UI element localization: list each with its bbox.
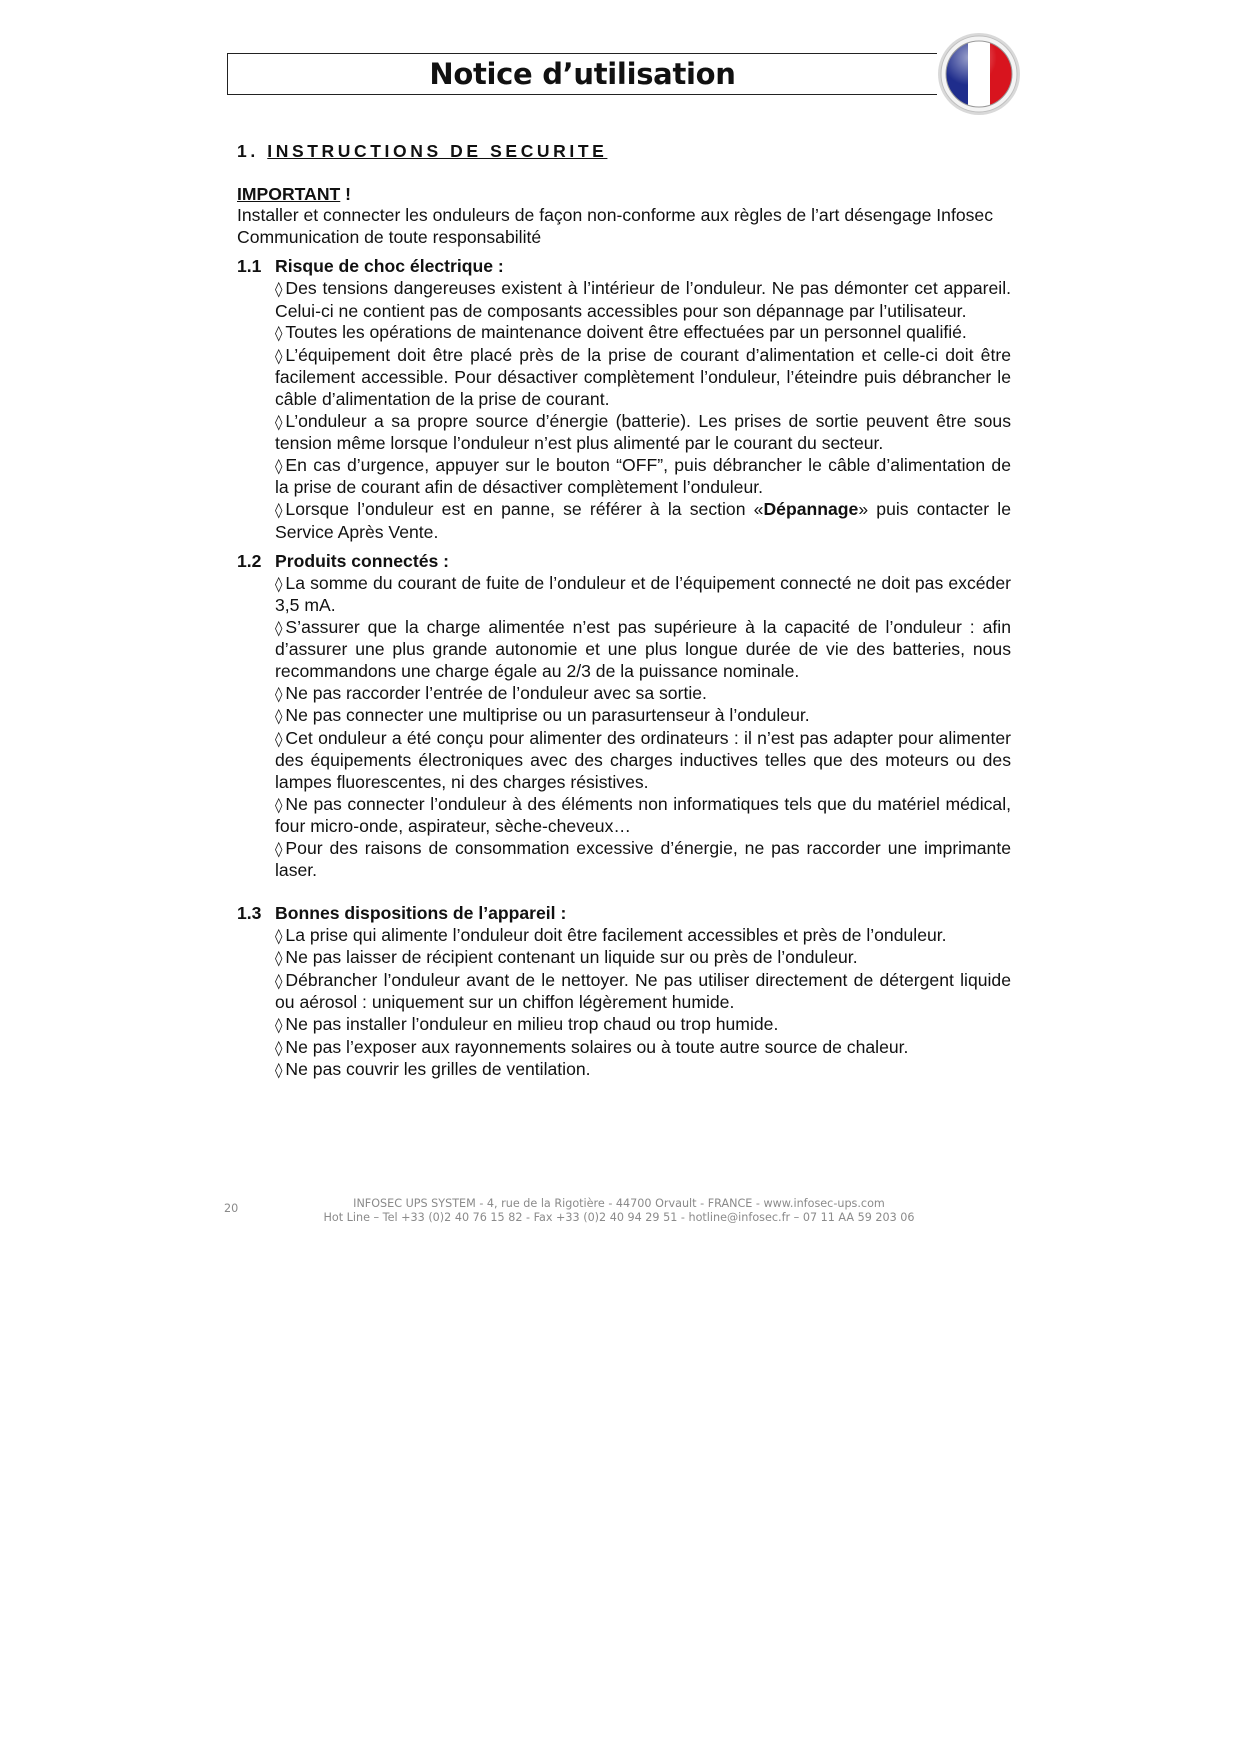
diamond-bullet-icon: ◊ [275,729,283,748]
diamond-bullet-icon: ◊ [275,1038,283,1057]
list-item: ◊ Ne pas installer l’onduleur en milieu trop chaud ou trop humide. [275,1013,779,1034]
section-title: INSTRUCTIONS DE SECURITE [267,141,608,161]
bullet-list [275,573,1011,882]
subsection-heading [237,256,1011,278]
subsection-title: Produits connectés : [275,551,450,572]
list-item: ◊ Des tensions dangereuses existent à l’intérieur de l’onduleur. Ne pas démonter cet appareil. Celui-ci ne contient pas de composants accessibles pour son dépannage par l’utilisateur. [275,277,1011,321]
subsection-heading [237,903,1011,925]
important-text: Installer et connecter les onduleurs de façon non-conforme aux règles de l’art désengage Infosec Communication de toute responsabilité [237,205,994,247]
subsection-number: 1.2 [237,551,262,572]
diamond-bullet-icon: ◊ [275,279,283,298]
diamond-bullet-icon: ◊ [275,707,283,726]
list-item: ◊ L’équipement doit être placé près de la prise de courant d’alimentation et celle-ci doit être facilement accessible. Pour désactiver complètement l’onduleur, l’éteindre puis débrancher le câble d’alimentation de la prise de courant. [275,344,1011,409]
document-body [237,136,1011,1082]
diamond-bullet-icon: ◊ [275,1015,283,1034]
diamond-bullet-icon: ◊ [275,346,283,365]
diamond-bullet-icon: ◊ [275,926,283,945]
list-item: ◊ L’onduleur a sa propre source d’énergie (batterie). Les prises de sortie peuvent être sous tension même lorsque l’onduleur n’est plus alimenté par le courant du secteur. [275,410,1011,454]
depannage-reference: Dépannage [763,498,859,519]
footer-hotline: Hot Line – Tel +33 (0)2 40 76 15 82 - Fax +33 (0)2 40 94 29 51 - hotline@infosec.fr – 07 11 AA 59 203 06 [323,1211,915,1224]
diamond-bullet-icon: ◊ [275,412,283,431]
diamond-bullet-icon: ◊ [275,971,283,990]
subsection-title: Bonnes dispositions de l’appareil : [275,903,567,923]
subsection-number: 1.1 [237,256,262,277]
footer-contact [224,1197,1014,1225]
diamond-bullet-icon: ◊ [275,456,283,475]
bullet-list [275,925,1011,1082]
subsection-1-1 [237,256,1011,543]
important-notice [237,184,1011,206]
diamond-bullet-icon: ◊ [275,949,283,968]
bullet-list [275,278,1011,543]
list-item: ◊ La somme du courant de fuite de l’onduleur et de l’équipement connecté ne doit pas excéder 3,5 mA. [275,572,1011,616]
subsection-number: 1.3 [237,903,262,923]
section-number: 1. [237,141,259,161]
list-item: ◊ S’assurer que la charge alimentée n’est pas supérieure à la capacité de l’onduleur : afin d’assurer une plus grande autonomie et une plus longue durée de vie des batteries, nous recommandons une charge égale au 2/3 de la puissance nominale. [275,616,1011,682]
page-title: Notice d’utilisation [429,57,736,91]
list-item: ◊ Ne pas connecter l’onduleur à des éléments non informatiques tels que du matériel médical, four micro-onde, aspirateur, sèche-cheveux… [275,793,1011,837]
section-heading [237,141,1011,163]
list-item: ◊ Toutes les opérations de maintenance doivent être effectuées par un personnel qualifié. [275,322,967,343]
subsection-heading [237,551,1011,573]
diamond-bullet-icon: ◊ [275,684,283,703]
diamond-bullet-icon: ◊ [275,324,283,343]
list-item: ◊ Ne pas l’exposer aux rayonnements solaires ou à toute autre source de chaleur. [275,1036,909,1057]
list-item: ◊ Ne pas laisser de récipient contenant un liquide sur ou près de l’onduleur. [275,947,858,968]
important-label: IMPORTANT [237,183,341,204]
french-flag-icon [936,31,1022,117]
list-item: ◊ Ne pas connecter une multiprise ou un parasurtenseur à l’onduleur. [275,705,810,726]
list-item: ◊ Pour des raisons de consommation excessive d’énergie, ne pas raccorder une imprimante laser. [275,837,1011,881]
important-mark: ! [340,183,352,204]
list-item: ◊ Débrancher l’onduleur avant de le nettoyer. Ne pas utiliser directement de détergent liquide ou aérosol : uniquement sur un chiffon légèrement humide. [275,969,1011,1013]
footer-address: INFOSEC UPS SYSTEM - 4, rue de la Rigotière - 44700 Orvault - FRANCE - www.infosec-ups.com [353,1197,885,1210]
list-item: ◊ Ne pas raccorder l’entrée de l’onduleur avec sa sortie. [275,682,707,703]
subsection-title: Risque de choc électrique : [275,256,504,277]
list-item: ◊ Lorsque l’onduleur est en panne, se référer à la section «Dépannage» puis contacter le Service Après Vente. [275,498,1012,542]
subsection-1-3 [237,903,1011,1082]
list-item: ◊ La prise qui alimente l’onduleur doit être facilement accessibles et près de l’onduleur. [275,924,947,945]
diamond-bullet-icon: ◊ [275,618,283,637]
page-footer [224,1197,1014,1225]
list-item: ◊ En cas d’urgence, appuyer sur le bouton “OFF”, puis débrancher le câble d’alimentation de la prise de courant afin de désactiver complètement l’onduleur. [275,454,1011,498]
list-item: ◊ Ne pas couvrir les grilles de ventilation. [275,1059,591,1080]
header-box [227,53,937,95]
diamond-bullet-icon: ◊ [275,1061,283,1080]
diamond-bullet-icon: ◊ [275,574,283,593]
diamond-bullet-icon: ◊ [275,795,283,814]
subsection-1-2 [237,551,1011,882]
page-number: 20 [224,1202,239,1215]
diamond-bullet-icon: ◊ [275,500,283,519]
diamond-bullet-icon: ◊ [275,839,283,858]
list-item: ◊ Cet onduleur a été conçu pour alimenter des ordinateurs : il n’est pas adapter pour alimenter des équipements électroniques avec des charges inductives telles que des moteurs ou des lampes fluorescentes, ni des charges résistives. [275,727,1011,793]
